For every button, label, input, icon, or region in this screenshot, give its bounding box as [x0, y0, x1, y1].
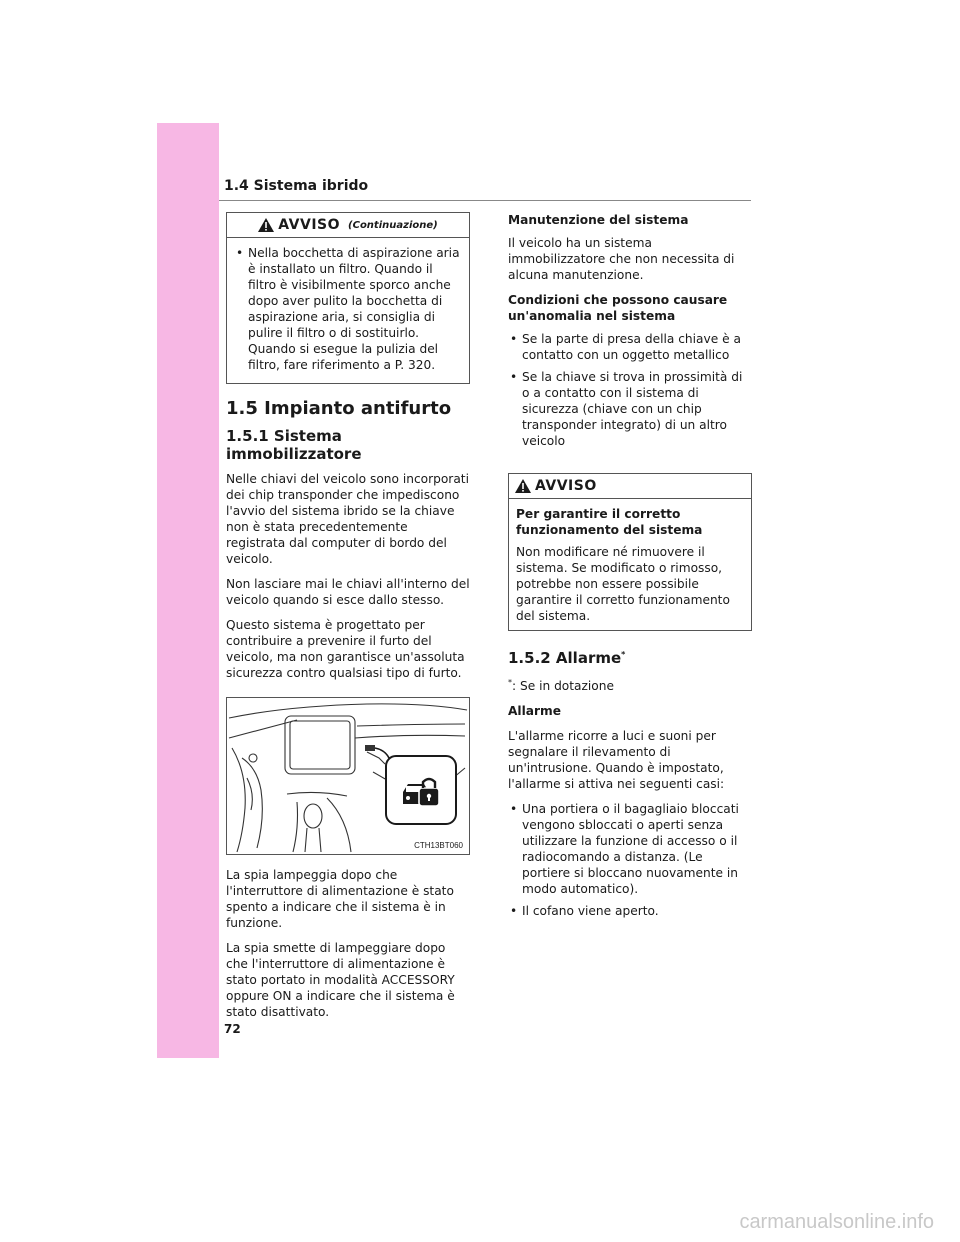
paragraph: La spia lampeggia dopo che l'interruttore di alimentazione è stato spento a indicare che il sistema è in funzione. [226, 868, 454, 930]
dashboard-illustration [227, 698, 469, 854]
warning-header [509, 474, 751, 499]
optional-mark: * [621, 650, 626, 659]
paragraph: Non lasciare mai le chiavi all'interno del veicolo quando si esce dallo stesso. [226, 577, 470, 607]
section-header: 1.4 Sistema ibrido [224, 178, 369, 194]
list-item: • Una portiera o il bagagliaio bloccati vengono sbloccati o aperti senza utilizzare la funzione di accesso o il radiocomando a distanza. (Le portiere si bloccano nuovamente in modo automatico). [508, 801, 752, 897]
paragraph: La spia smette di lampeggiare dopo che l'interruttore di alimentazione è stato portato in modalità ACCESSORY oppure ON a indicare che il sistema è stato disattivato. [226, 941, 455, 1019]
left-column [226, 212, 470, 1029]
section-title-1-5-1: 1.5.1 Sistema immobilizzatore [226, 427, 362, 463]
list-item: • Se la chiave si trova in prossimità di o a contatto con il sistema di sicurezza (chiave con un chip transponder integrato) di un altro veicolo [508, 369, 752, 449]
warning-body [509, 499, 751, 630]
warning-subheading: Per garantire il corretto funzionamento del sistema [516, 507, 703, 537]
list-item: • Se la parte di presa della chiave è a contatto con un oggetto metallico [508, 331, 752, 363]
paragraph: Nelle chiavi del veicolo sono incorporati dei chip transponder che impediscono l'avvio del sistema ibrido se la chiave non è stata precedentemente registrata dal computer di bordo del veicolo. [226, 472, 469, 566]
warning-triangle-icon [515, 479, 531, 493]
warning-text: Non modificare né rimuovere il sistema. Se modificato o rimosso, potrebbe non essere possibile garantire il corretto funzionamento del sistema. [516, 545, 730, 623]
chapter-side-band [157, 123, 219, 1058]
paragraph: Questo sistema è progettato per contribuire a prevenire il furto del veicolo, ma non garantisce un'assoluta sicurezza contro qualsiasi tipo di furto. [226, 618, 465, 680]
page-number: 72 [224, 1022, 241, 1036]
figure-code: CTH13BT060 [414, 841, 463, 850]
header-rule [219, 200, 751, 201]
paragraph: L'allarme ricorre a luci e suoni per segnalare il rilevamento di un'intrusione. Quando è impostato, l'allarme si attiva nei seguenti casi: [508, 729, 725, 792]
anomaly-list [508, 331, 752, 449]
warning-box [508, 473, 752, 631]
section-title-1-5-2: 1.5.2 Allarme* [508, 649, 626, 667]
warning-body [227, 238, 469, 383]
warning-bullet: • Nella bocchetta di aspirazione aria è installato un filtro. Quando il filtro è visibilmente sporco anche dopo aver pulito la bocchetta di aspirazione aria, si consiglia di pulire il filtro o di sostituirlo. Quando si esegue la pulizia del filtro, fare riferimento a P. 320. [234, 245, 462, 373]
paragraph: Il veicolo ha un sistema immobilizzatore che non necessita di alcuna manutenzione. [508, 236, 735, 282]
warning-box-continued [226, 212, 470, 384]
section-title-1-5: 1.5 Impianto antifurto [226, 398, 452, 419]
dashboard-figure [226, 697, 470, 855]
warning-continued-label: (Continuazione) [348, 219, 438, 231]
maintenance-heading: Manutenzione del sistema [508, 213, 689, 227]
anomaly-heading: Condizioni che possono causare un'anomalia nel sistema [508, 293, 728, 323]
alarm-list [508, 801, 752, 919]
list-item: • Il cofano viene aperto. [508, 903, 752, 919]
warning-header [227, 213, 469, 238]
footnote: *: Se in dotazione [508, 678, 614, 694]
warning-triangle-icon [258, 218, 274, 232]
alarm-subheading: Allarme [508, 704, 561, 719]
warning-title: AVVISO [278, 217, 341, 233]
warning-title: AVVISO [535, 478, 597, 494]
right-column [508, 212, 752, 927]
watermark: carmanualsonline.info [739, 1211, 934, 1233]
